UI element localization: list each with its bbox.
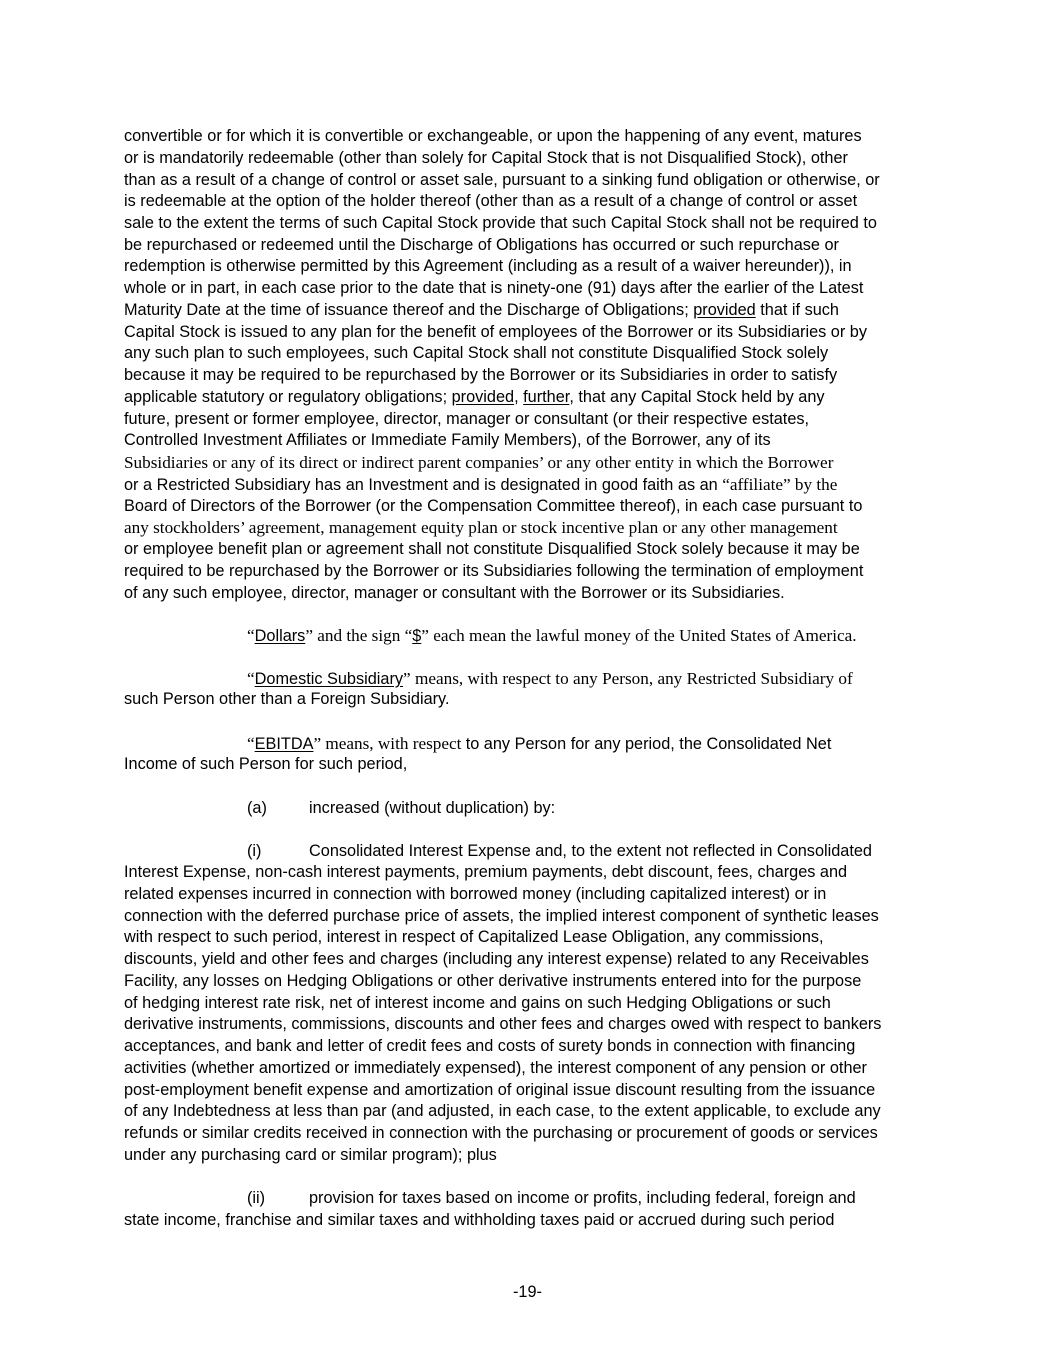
- defined-term-dollars: Dollars: [254, 627, 306, 645]
- text-line: required to be repurchased by the Borrower or its Subsidiaries following the termination of employment: [124, 562, 864, 580]
- text-line: [247, 798, 555, 820]
- text-run: , that any Capital Stock held by any: [569, 388, 825, 406]
- text-line: is redeemable at the option of the holder thereof (other than as a result of a change of control or asset: [124, 192, 858, 210]
- text-run: ” and the sign “: [305, 626, 413, 645]
- text-run: applicable statutory or regulatory obligations;: [124, 388, 452, 406]
- defined-term-dollar-sign: $: [412, 627, 422, 645]
- text-run: ” means, with respect: [313, 734, 466, 753]
- text-run-serif: “affiliate” by the: [722, 475, 838, 494]
- defined-term-domestic-subsidiary: Domestic Subsidiary: [254, 670, 404, 688]
- text-line: future, present or former employee, director, manager or consultant (or their respective estates,: [124, 410, 810, 428]
- text-line: of any Indebtedness at less than par (and adjusted, in each case, to the extent applicable, to exclude any: [124, 1102, 881, 1120]
- text-line: such Person other than a Foreign Subsidiary.: [124, 690, 450, 708]
- underlined-term-provided: provided: [451, 388, 515, 406]
- defined-term-ebitda: EBITDA: [254, 735, 314, 753]
- text-line: Income of such Person for such period,: [124, 755, 408, 773]
- text-run: ” each mean the lawful money of the United States of America.: [421, 626, 857, 645]
- text-line: connection with the deferred purchase price of assets, the implied interest component of synthetic leases: [124, 907, 879, 925]
- text-line: Board of Directors of the Borrower (or the Compensation Committee thereof), in each case pursuant to: [124, 497, 863, 515]
- text-line: Controlled Investment Affiliates or Immediate Family Members), of the Borrower, any of its: [124, 431, 771, 449]
- text-line: post-employment benefit expense and amortization of original issue discount resulting from the issuance: [124, 1081, 876, 1099]
- text-line: Facility, any losses on Hedging Obligations or other derivative instruments entered into for the purpose: [124, 972, 862, 990]
- text-line: Subsidiaries or any of its direct or indirect parent companies’ or any other entity in which the Borrower: [124, 453, 834, 472]
- text-line: state income, franchise and similar taxes and withholding taxes paid or accrued during such period: [124, 1211, 835, 1229]
- text-run: Consolidated Interest Expense and, to the extent not reflected in Consolidated: [309, 842, 872, 860]
- text-line: any such plan to such employees, such Capital Stock shall not constitute Disqualified Stock solely: [124, 344, 829, 362]
- text-line: acceptances, and bank and letter of credit fees and costs of surety bonds in connection with financing: [124, 1037, 856, 1055]
- text-line: discounts, yield and other fees and charges (including any interest expense) related to any Receivables: [124, 950, 869, 968]
- text-line: because it may be required to be repurchased by the Borrower or its Subsidiaries in order to satisfy: [124, 366, 838, 384]
- text-line: Capital Stock is issued to any plan for the benefit of employees of the Borrower or its Subsidiaries or by: [124, 323, 867, 341]
- text-run: “: [247, 734, 255, 753]
- text-line: [247, 733, 831, 756]
- text-line: [124, 474, 837, 497]
- text-run: ” means, with respect to any Person, any Restricted Subsidiary of: [403, 669, 853, 688]
- text-line: convertible or for which it is convertible or exchangeable, or upon the happening of any event, matures: [124, 127, 862, 145]
- text-line: [247, 1188, 856, 1210]
- text-run: that if such: [755, 301, 839, 319]
- text-run: increased (without duplication) by:: [309, 799, 556, 817]
- text-line: than as a result of a change of control or asset sale, pursuant to a sinking fund obligation or otherwise, or: [124, 171, 880, 189]
- underlined-term-provided: provided: [693, 301, 756, 319]
- text-run: ,: [514, 388, 524, 406]
- text-line: redemption is otherwise permitted by this Agreement (including as a result of a waiver hereunder)), in: [124, 257, 852, 275]
- text-line: activities (whether amortized or immediately expensed), the interest component of any pension or other: [124, 1059, 867, 1077]
- text-line: or is mandatorily redeemable (other than solely for Capital Stock that is not Disqualified Stock), other: [124, 149, 848, 167]
- text-line: whole or in part, in each case prior to the date that is ninety-one (91) days after the earlier of the Latest: [124, 279, 864, 297]
- text-line: [247, 668, 853, 691]
- text-line: of hedging interest rate risk, net of interest income and gains on such Hedging Obligations or such: [124, 994, 831, 1012]
- text-line: under any purchasing card or similar program); plus: [124, 1146, 497, 1164]
- text-run: provision for taxes based on income or profits, including federal, foreign and: [309, 1189, 856, 1207]
- text-line: be repurchased or redeemed until the Discharge of Obligations has occurred or such repurchase or: [124, 236, 839, 254]
- clause-label: (ii): [247, 1189, 266, 1207]
- text-line: with respect to such period, interest in respect of Capitalized Lease Obligation, any commissions,: [124, 928, 824, 946]
- text-line: refunds or similar credits received in connection with the purchasing or procurement of goods or services: [124, 1124, 878, 1142]
- text-line: [247, 841, 872, 863]
- text-run: to any Person for any period, the Consolidated Net: [465, 735, 832, 753]
- text-run: “: [247, 626, 255, 645]
- text-line: [247, 625, 857, 648]
- text-line: any stockholders’ agreement, management equity plan or stock incentive plan or any other management: [124, 518, 838, 537]
- text-line: Interest Expense, non-cash interest payments, premium payments, debt discount, fees, charges and: [124, 863, 848, 881]
- text-line: sale to the extent the terms of such Capital Stock provide that such Capital Stock shall not be required to: [124, 214, 877, 232]
- text-line: or employee benefit plan or agreement shall not constitute Disqualified Stock solely because it may be: [124, 540, 860, 558]
- underlined-term-further: further: [523, 388, 570, 406]
- text-line: derivative instruments, commissions, discounts and other fees and charges owed with respect to bankers: [124, 1015, 882, 1033]
- text-run: Maturity Date at the time of issuance thereof and the Discharge of Obligations;: [124, 301, 694, 319]
- text-line: of any such employee, director, manager or consultant with the Borrower or its Subsidiaries.: [124, 584, 785, 602]
- text-line: [124, 387, 825, 409]
- clause-label: (i): [247, 842, 262, 860]
- text-run: or a Restricted Subsidiary has an Investment and is designated in good faith as an: [124, 476, 723, 494]
- text-line: related expenses incurred in connection with borrowed money (including capitalized interest) or in: [124, 885, 827, 903]
- text-run: “: [247, 669, 255, 688]
- page-number: -19-: [513, 1283, 542, 1301]
- clause-label: (a): [247, 799, 267, 817]
- text-line: [124, 300, 839, 322]
